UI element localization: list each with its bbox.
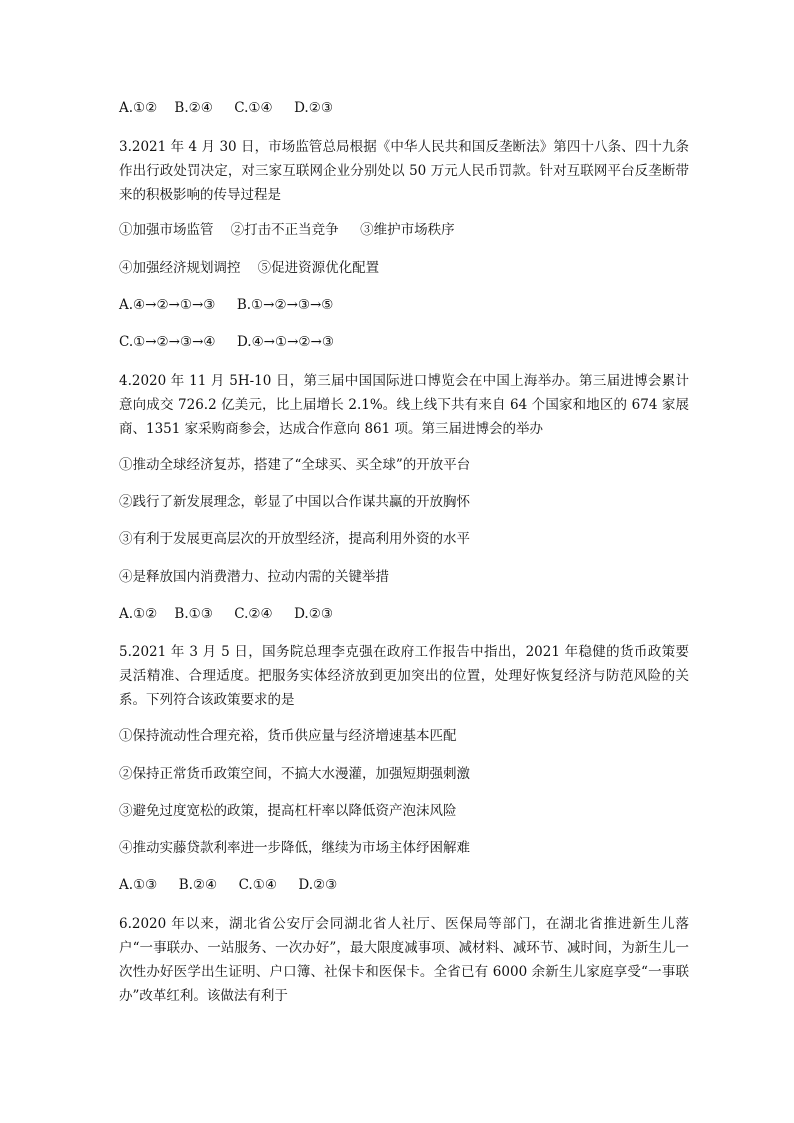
q4-option-2: ②践行了新发展理念，彰显了中国以合作谋共赢的开放胸怀 xyxy=(119,494,470,510)
q2-answer-options: A.①② B.②④ C.①④ D.②③ xyxy=(119,100,333,116)
q4-option-1: ①推动全球经济复苏，搭建了“全球买、买全球”的开放平台 xyxy=(119,457,471,473)
q5-option-3: ③避免过度宽松的政策，提高杠杆率以降低资产泡沫风险 xyxy=(119,803,457,819)
q5-option-2: ②保持正常货币政策空间，不搞大水漫灌，加强短期强刺激 xyxy=(119,766,470,782)
q5-option-4: ④推动实藤贷款利率进一步降低，继续为市场主体纾困解难 xyxy=(119,840,470,856)
q4-answer-options: A.①② B.①③ C.②④ D.②③ xyxy=(119,606,333,622)
q4-option-4: ④是释放国内消费潜力、拉动内需的关键举措 xyxy=(119,569,389,585)
q3-option-line-1: ①加强市场监管 ②打击不正当竞争 ③维护市场秩序 xyxy=(119,222,455,238)
q4-option-3: ③有利于发展更高层次的开放型经济，提高利用外资的水平 xyxy=(119,531,470,547)
q3-option-line-2: ④加强经济规划调控 ⑤促进资源优化配置 xyxy=(119,260,380,276)
q5-stem: 5.2021 年 3 月 5 日，国务院总理李克强在政府工作报告中指出，2021 年稳健的货币政策要灵活精准、合理适度。把服务实体经济放到更加突出的位置，处理好恢复经济与防范风险的关系。下列符合该政策要求的是 xyxy=(119,644,689,708)
q3-stem: 3.2021 年 4 月 30 日，市场监管总局根据《中华人民共和国反垄断法》第四十八条、四十九条作出行政处罚决定，对三家互联网企业分别处以 50 万元人民币罚款。针对互联网平台反垄断带来的积极影响的传导过程是 xyxy=(119,139,689,203)
q5-option-1: ①保持流动性合理充裕，货币供应量与经济增速基本匹配 xyxy=(119,728,457,744)
q6-stem: 6.2020 年以来，湖北省公安厅会同湖北省人社厅、医保局等部门，在湖北省推进新生儿落户“一事联办、一站服务、一次办好”，最大限度减事项、减材料、减环节、减时间，为新生儿一次性办好医学出生证明、户口簿、社保卡和医保卡。全省已有 6000 余新生儿家庭享受“一事联办”改革红利。该做法有利于 xyxy=(119,916,689,1004)
q4-stem: 4.2020 年 11 月 5H-10 日，第三届中国国际进口博览会在中国上海举办。第三届进博会累计意向成交 726.2 亿美元，比上届增长 2.1%。线上线下共有来自 64 个国家和地区的 674 家展商、1351 家采购商参会，达成合作意向 861 项。第三届进博会的举办 xyxy=(119,373,689,437)
q3-answer-options-2: C.①→②→③→④ D.④→①→②→③ xyxy=(119,334,334,350)
q5-answer-options: A.①③ B.②④ C.①④ D.②③ xyxy=(119,877,338,893)
q3-answer-options-1: A.④→②→①→③ B.①→②→③→⑤ xyxy=(119,297,334,313)
